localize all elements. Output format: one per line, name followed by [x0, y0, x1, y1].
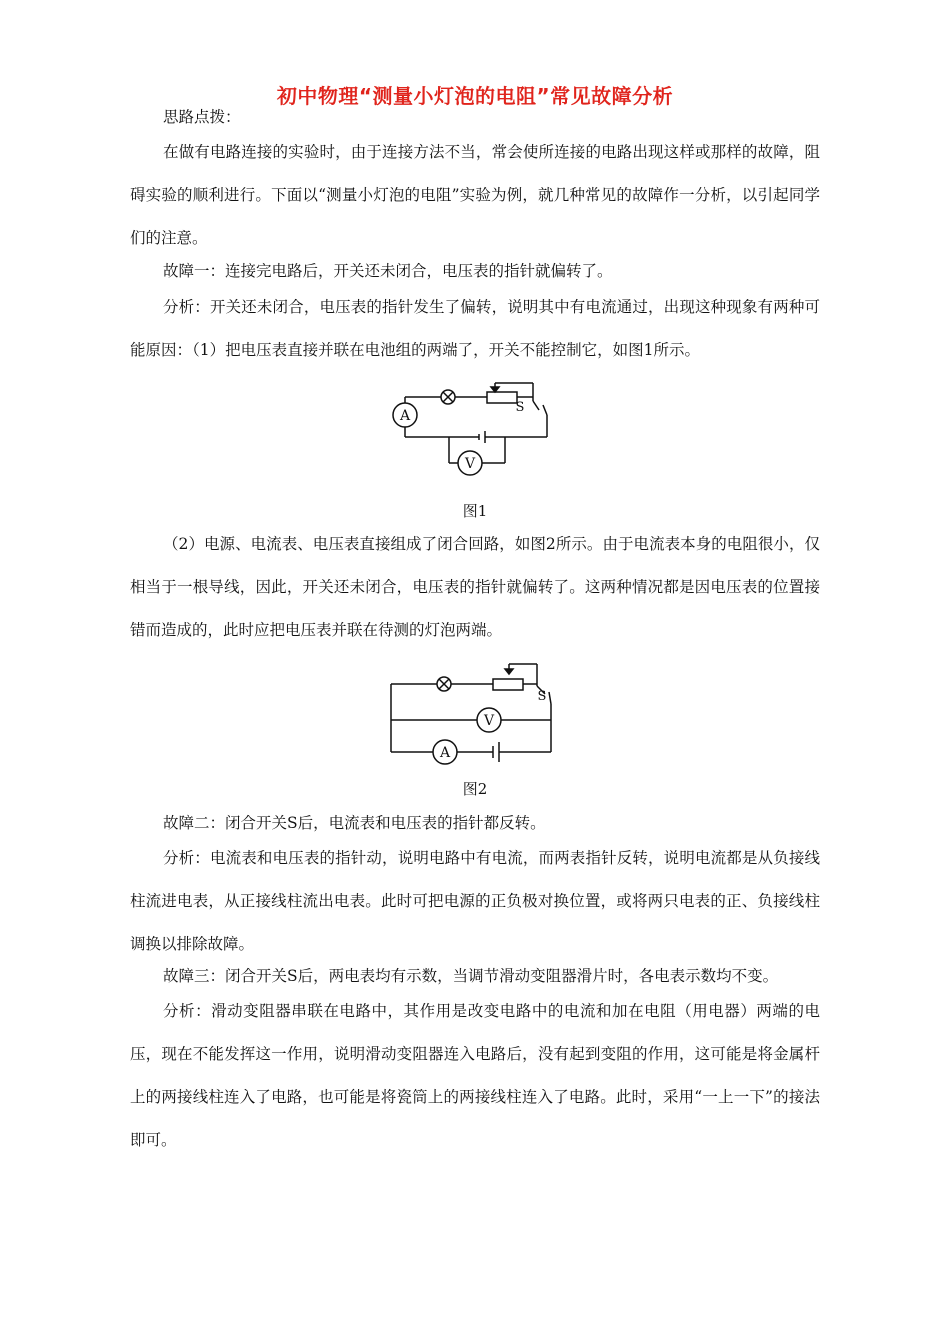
case2-paragraph: （2）电源、电流表、电压表直接组成了闭合回路，如图2所示。由于电流表本身的电阻很小，仅相当于一根导线，因此，开关还未闭合，电压表的指针就偏转了。这两种情况都是因电压表的位置接错而造成的，此时应把电压表并联在待测的灯泡两端。: [130, 535, 820, 639]
page-title: 初中物理“测量小灯泡的电阻”常见故障分析: [276, 84, 674, 108]
analysis2-paragraph: 分析：电流表和电压表的指针动，说明电路中有电流，而两表指针反转，说明电流都是从负接线柱流进电表，从正接线柱流出电表。此时可把电源的正负极对换位置，或将两只电表的正、负接线柱调换以排除故障。: [130, 849, 820, 953]
circuit-figure-1: [385, 375, 560, 485]
circuit-figure-2: [385, 660, 560, 770]
fig2-switch-label: S: [537, 689, 547, 704]
fault1-paragraph: 故障一：连接完电路后，开关还未闭合，电压表的指针就偏转了。: [163, 262, 613, 280]
fig1-voltmeter-label: V: [464, 456, 476, 472]
figure2-caption: 图2: [462, 780, 488, 798]
fault3-paragraph: 故障三：闭合开关S后，两电表均有示数，当调节滑动变阻器滑片时，各电表示数均不变。: [163, 967, 779, 985]
analysis1-paragraph: 分析：开关还未闭合，电压表的指针发生了偏转，说明其中有电流通过，出现这种现象有两种可能原因：（1）把电压表直接并联在电池组的两端了，开关不能控制它，如图1所示。: [130, 298, 820, 359]
fig1-switch-label: S: [515, 400, 525, 415]
fig2-ammeter-label: A: [439, 745, 451, 761]
intro-paragraph: 在做有电路连接的实验时，由于连接方法不当，常会使所连接的电路出现这样或那样的故障，阻碍实验的顺利进行。下面以“测量小灯泡的电阻”实验为例，就几种常见的故障作一分析，以引起同学们的注意。: [130, 143, 820, 247]
fig2-voltmeter-label: V: [483, 713, 495, 729]
fig1-ammeter-label: A: [399, 408, 411, 424]
hint-label: 思路点拨：: [163, 108, 241, 126]
fault2-paragraph: 故障二：闭合开关S后，电流表和电压表的指针都反转。: [163, 814, 546, 832]
figure1-caption: 图1: [462, 502, 488, 520]
analysis3-paragraph: 分析：滑动变阻器串联在电路中，其作用是改变电路中的电流和加在电阻（用电器）两端的电压，现在不能发挥这一作用，说明滑动变阻器连入电路后，没有起到变阻的作用，这可能是将金属杆上的两接线柱连入了电路，也可能是将瓷筒上的两接线柱连入了电路。此时，采用“一上一下”的接法即可。: [130, 1002, 820, 1149]
